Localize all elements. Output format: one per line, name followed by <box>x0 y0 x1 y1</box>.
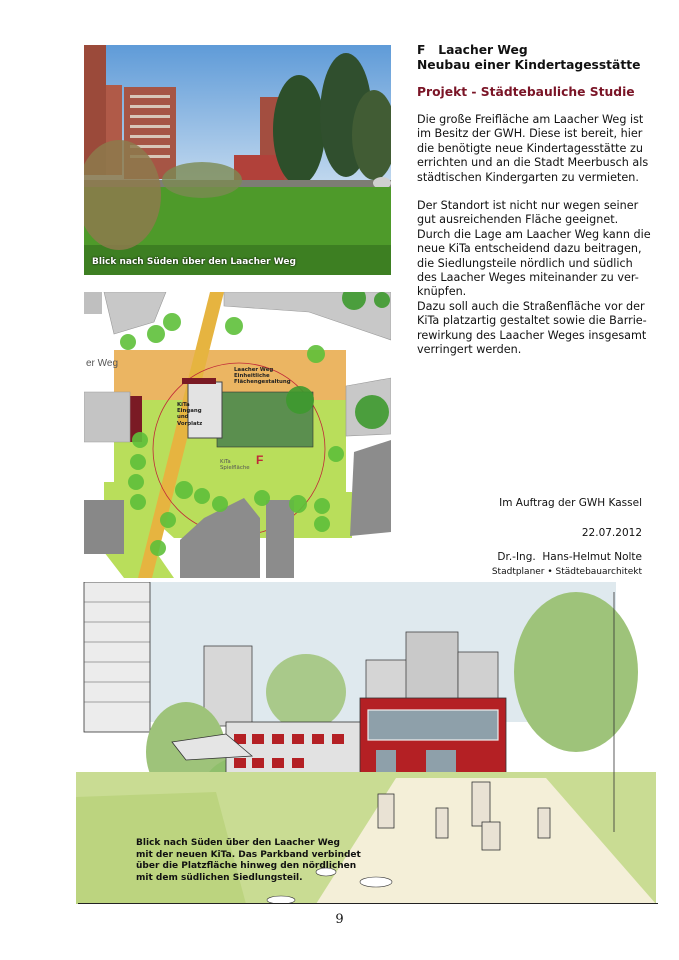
photo-caption: Blick nach Süden über den Laacher Weg <box>92 257 296 267</box>
plan-label-line: KiTa <box>220 459 231 465</box>
body-line: verringert werden. <box>417 343 522 357</box>
plan-street-label: er Weg <box>86 358 119 369</box>
plan-marker: F <box>256 453 264 467</box>
plan-label-line: Laacher Weg <box>234 367 274 373</box>
body-line: gut ausreichenden Fläche geeignet. <box>417 213 619 227</box>
site-plan-drawing <box>84 292 391 578</box>
sketch-caption-line: Blick nach Süden über den Laacher Weg <box>136 838 340 848</box>
plan-label-line: Flächengestaltung <box>234 379 291 386</box>
body-line: errichten und an die Stadt Meerbusch als <box>417 156 649 170</box>
date: 22.07.2012 <box>581 527 642 539</box>
footer-rule <box>78 903 658 904</box>
body-line: Durch die Lage am Laacher Weg kann die <box>417 227 651 241</box>
photo-image <box>84 45 391 275</box>
page-number: 9 <box>335 912 344 927</box>
plan-label-line: Spielfläche <box>220 465 250 472</box>
heading-line-1: F Laacher Weg <box>417 43 528 57</box>
body-text <box>417 113 652 358</box>
perspective-sketch <box>76 582 656 904</box>
body-line: neue KiTa entscheidend dazu beitragen, <box>417 242 642 256</box>
sketch-caption-line: über die Platzfläche hinweg den nördlichen <box>136 861 357 871</box>
author-name: Dr.-Ing. Hans-Helmut Nolte <box>497 551 642 563</box>
heading-line-2: Neubau einer Kindertagesstätte <box>417 58 641 72</box>
plan-label-entrance <box>177 402 202 427</box>
project-heading: Projekt - Städtebauliche Studie <box>417 85 635 99</box>
sketch-caption-line: mit der neuen KiTa. Das Parkband verbindet <box>136 849 361 860</box>
body-line: städtischen Kindergarten zu vermieten. <box>417 170 639 184</box>
client-line: Im Auftrag der GWH Kassel <box>499 497 642 509</box>
body-line: knüpfen. <box>417 285 467 299</box>
body-line: rewirkung des Laacher Weges insgesamt <box>417 328 647 342</box>
plan-label-line: KiTa <box>177 402 190 408</box>
site-plan <box>84 292 391 578</box>
plan-label-line: Eingang <box>177 408 202 415</box>
body-line: KiTa platzartig gestaltet sowie die Barrie- <box>417 314 647 328</box>
sketch-caption <box>136 838 361 884</box>
body-line: Der Standort ist nicht nur wegen seiner <box>417 199 639 213</box>
plan-label-line: Einheitliche <box>234 373 270 380</box>
body-line: Dazu soll auch die Straßenfläche vor der <box>417 299 645 313</box>
body-line: im Besitz der GWH. Diese ist bereit, hier <box>417 127 643 141</box>
sketch-caption-line: mit dem südlichen Siedlungsteil. <box>136 872 303 883</box>
body-line: Die große Freifläche am Laacher Weg ist <box>417 113 644 126</box>
site-photo <box>84 45 391 275</box>
plan-label-playground <box>220 459 250 471</box>
body-line: die Siedlungsteile nördlich und südlich <box>417 256 633 270</box>
body-line: des Laacher Weges miteinander zu ver- <box>417 271 639 285</box>
plan-label-line: Vorplatz <box>177 420 203 427</box>
plan-label-street-area <box>234 367 291 386</box>
text-column <box>417 43 652 358</box>
body-line: die benötigte neue Kindertagesstätte zu <box>417 141 643 155</box>
plan-label-line: und <box>177 414 189 421</box>
author-title: Stadtplaner • Städtebauarchitekt <box>491 567 642 577</box>
